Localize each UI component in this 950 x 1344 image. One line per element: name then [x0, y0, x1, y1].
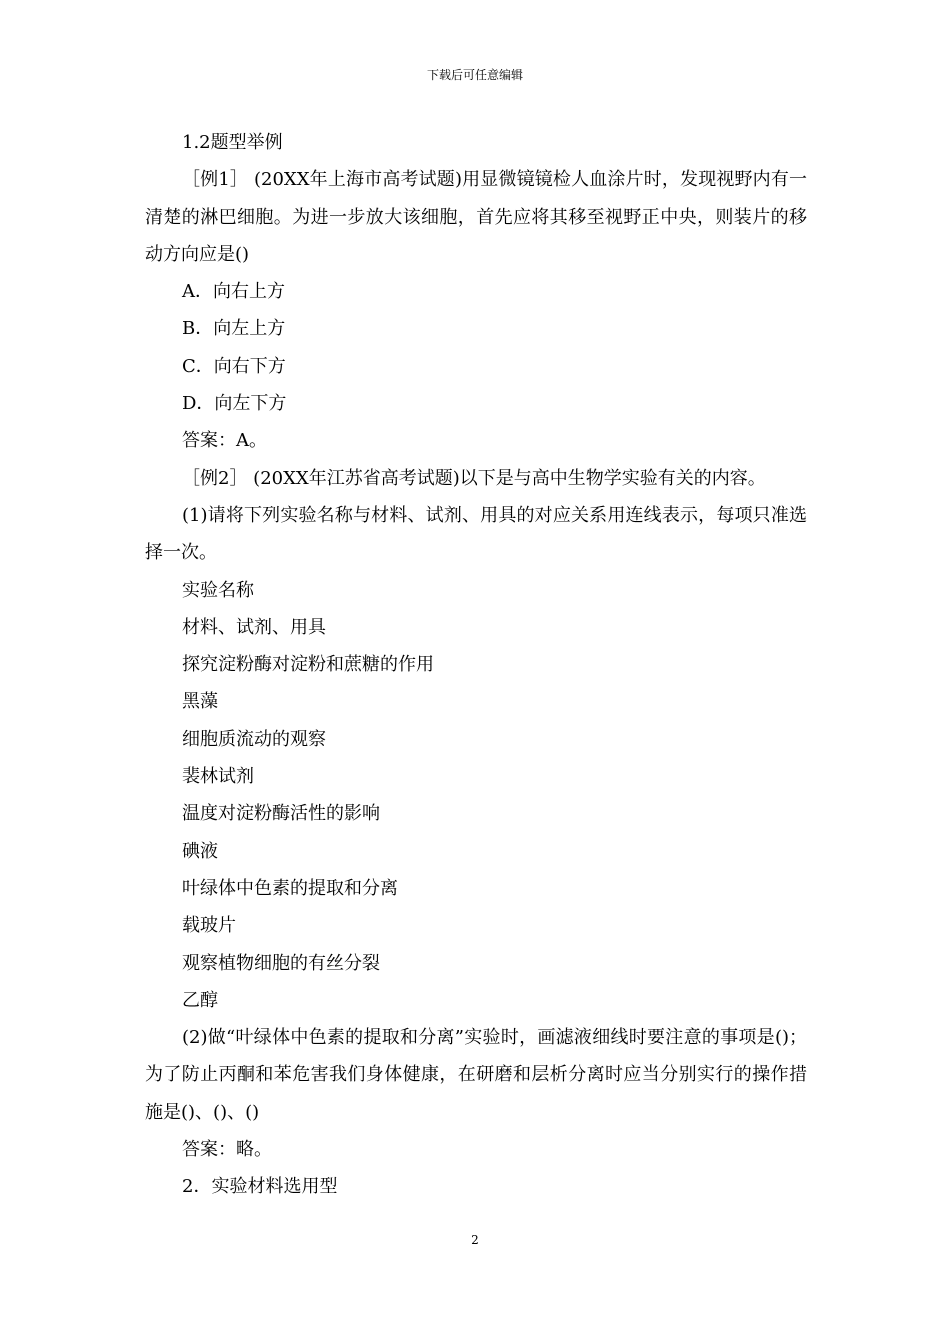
- option-b: B．向左上方: [182, 318, 286, 340]
- example-1-question: ［例1］ (20XX年上海市高考试题)用显微镜镜检人血涂片时，发现视野内有一清楚的淋巴细胞。为进一步放大该细胞，首先应将其移至视野正中央，则装片的移动方向应是(): [145, 169, 807, 265]
- example-2-part-1: (1)请将下列实验名称与材料、试剂、用具的对应关系用连线表示，每项只准选择一次。: [145, 504, 807, 564]
- example-2-part-2: (2)做“叶绿体中色素的提取和分离”实验时，画滤液细线时要注意的事项是()；为了防止丙酮和苯危害我们身体健康，在研磨和层析分离时应当分别实行的操作措施是()、()、(): [145, 1027, 807, 1123]
- page-number: 2: [471, 1233, 479, 1247]
- section-heading: 2．实验材料选用型: [182, 1176, 338, 1198]
- list-item: 温度对淀粉酶活性的影响: [182, 803, 380, 825]
- page-header: 下载后可任意编辑: [426, 68, 523, 82]
- example-1-answer: 答案：A。: [182, 430, 267, 452]
- list-item: 裴林试剂: [182, 766, 254, 788]
- list-item: 实验名称: [182, 579, 254, 601]
- example-2-answer: 答案：略。: [182, 1139, 272, 1161]
- list-item: 碘液: [182, 840, 218, 862]
- list-item: 材料、试剂、用具: [182, 616, 326, 638]
- option-a: A．向右上方: [182, 281, 285, 303]
- example-2-intro: ［例2］ (20XX年江苏省高考试题)以下是与高中生物学实验有关的内容。: [182, 467, 766, 489]
- list-item: 细胞质流动的观察: [182, 728, 326, 750]
- document-body: [145, 124, 807, 1206]
- option-c: C．向右下方: [182, 355, 286, 377]
- list-item: 乙醇: [182, 989, 218, 1011]
- option-d: D．向左下方: [182, 393, 287, 415]
- list-item: 黑藻: [182, 691, 218, 713]
- list-item: 探究淀粉酶对淀粉和蔗糖的作用: [182, 654, 434, 676]
- list-item: 叶绿体中色素的提取和分离: [182, 877, 398, 899]
- section-heading: 1.2题型举例: [182, 132, 283, 153]
- list-item: 观察植物细胞的有丝分裂: [182, 952, 380, 974]
- list-item: 载玻片: [182, 915, 236, 937]
